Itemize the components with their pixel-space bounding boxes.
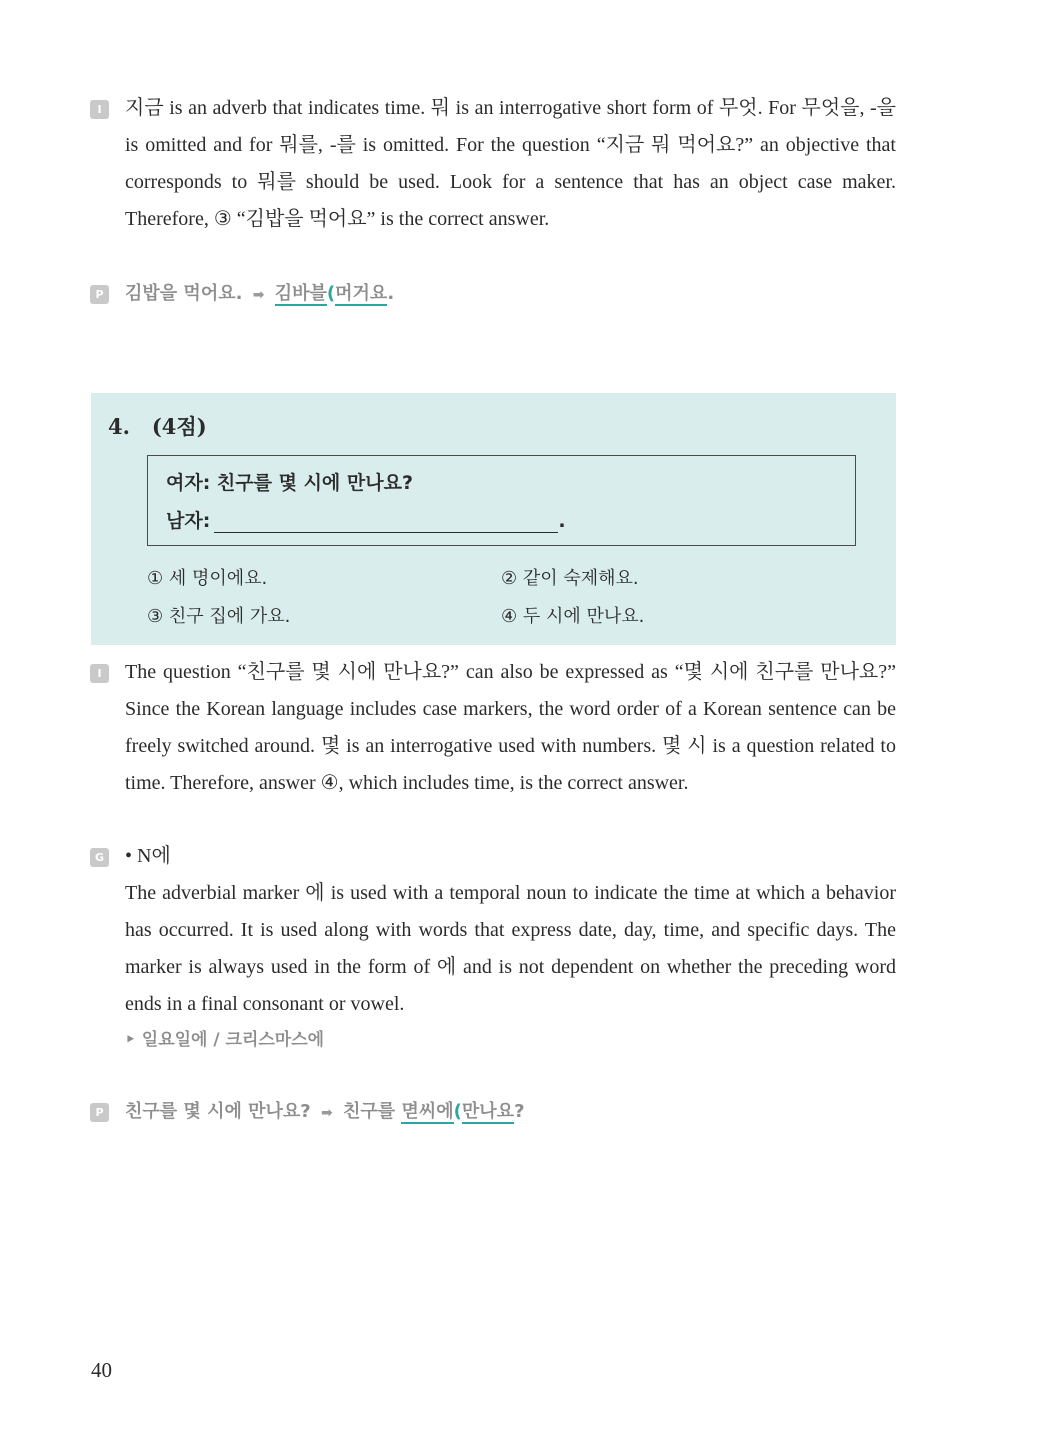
explanation-2-text: The question “친구를 몇 시에 만나요?” can also be expressed as “몇 시에 친구를 만나요?” Since the Korean language includes case markers, the word order of a Korean sentence can be freely switched around. 몇 is an interrogative used with numbers. 몇 시 is a question related to time. Therefore, answer ④, which includes time, is the correct answer.	[125, 661, 896, 794]
pronunciation-1	[90, 276, 896, 313]
option-4: ④ 두 시에 만나요.	[501, 606, 645, 627]
pronunciation-1-part-b: 머거요	[335, 283, 388, 304]
grammar-example: ‣ 일요일에 / 크리스마스에	[125, 1030, 325, 1050]
dialog-line-man	[166, 506, 566, 533]
question-points: (4점)	[151, 414, 207, 439]
option-2: ② 같이 숙제해요.	[501, 568, 639, 589]
liaison-arc-icon: (	[453, 1101, 462, 1122]
dialog-man-end: .	[558, 510, 566, 532]
grammar-section	[90, 838, 896, 1057]
pronunciation-1-part-a: 김바블	[274, 283, 327, 304]
option-1: ① 세 명이에요.	[147, 568, 268, 589]
grammar-icon: G	[90, 848, 109, 867]
grammar-title: • N에	[125, 845, 171, 867]
explanation-icon: I	[90, 100, 109, 119]
option-3: ③ 친구 집에 가요.	[147, 606, 291, 627]
dialog-line-woman: 여자: 친구를 몇 시에 만나요?	[166, 472, 413, 494]
grammar-text: The adverbial marker 에 is used with a temporal noun to indicate the time at which a behavior has occurred. It is used along with words that express date, day, time, and specific days. The marker is always used in the form of 에 and is not dependent on whether the preceding word ends in a final consonant or vowel.	[125, 882, 896, 1015]
arrow-right-icon: ➡	[321, 1105, 333, 1121]
arrow-right-icon: ➡	[252, 287, 265, 303]
pronunciation-2-part-c: 만나요	[461, 1101, 515, 1122]
explanation-1-text: 지금 is an adverb that indicates time. 뭐 is an interrogative short form of 무엇. For 무엇을, -을 is omitted and for 뭐를, -를 is omitted. For the question “지금 뭐 먹어요?” an objective that corresponds to 뭐를 should be used. Look for a sentence that has an object case maker. Therefore, ③ “김밥을 먹어요” is the correct answer.	[125, 97, 896, 230]
question-header	[108, 411, 207, 441]
pronunciation-1-period: .	[387, 283, 395, 304]
pronunciation-icon: P	[90, 1103, 109, 1122]
dialog-box	[147, 455, 856, 546]
pronunciation-2	[90, 1094, 896, 1131]
explanation-2	[90, 654, 896, 802]
pronunciation-2-part-a: 친구를	[343, 1101, 396, 1122]
pronunciation-2-original: 친구를 몇 시에 만나요?	[125, 1101, 311, 1122]
explanation-1	[90, 90, 896, 238]
pronunciation-2-end: ?	[514, 1101, 525, 1122]
question-number: 4.	[108, 414, 130, 439]
pronunciation-2-part-b: 멷씨에	[401, 1101, 454, 1122]
pronunciation-1-original: 김밥을 먹어요.	[125, 283, 243, 304]
pronunciation-icon: P	[90, 285, 109, 304]
answer-blank	[214, 512, 558, 533]
explanation-icon: I	[90, 664, 109, 683]
dialog-man-label: 남자:	[166, 510, 211, 532]
page-number: 40	[91, 1358, 112, 1382]
liaison-arc-icon: (	[326, 283, 336, 304]
question-box	[91, 393, 896, 645]
